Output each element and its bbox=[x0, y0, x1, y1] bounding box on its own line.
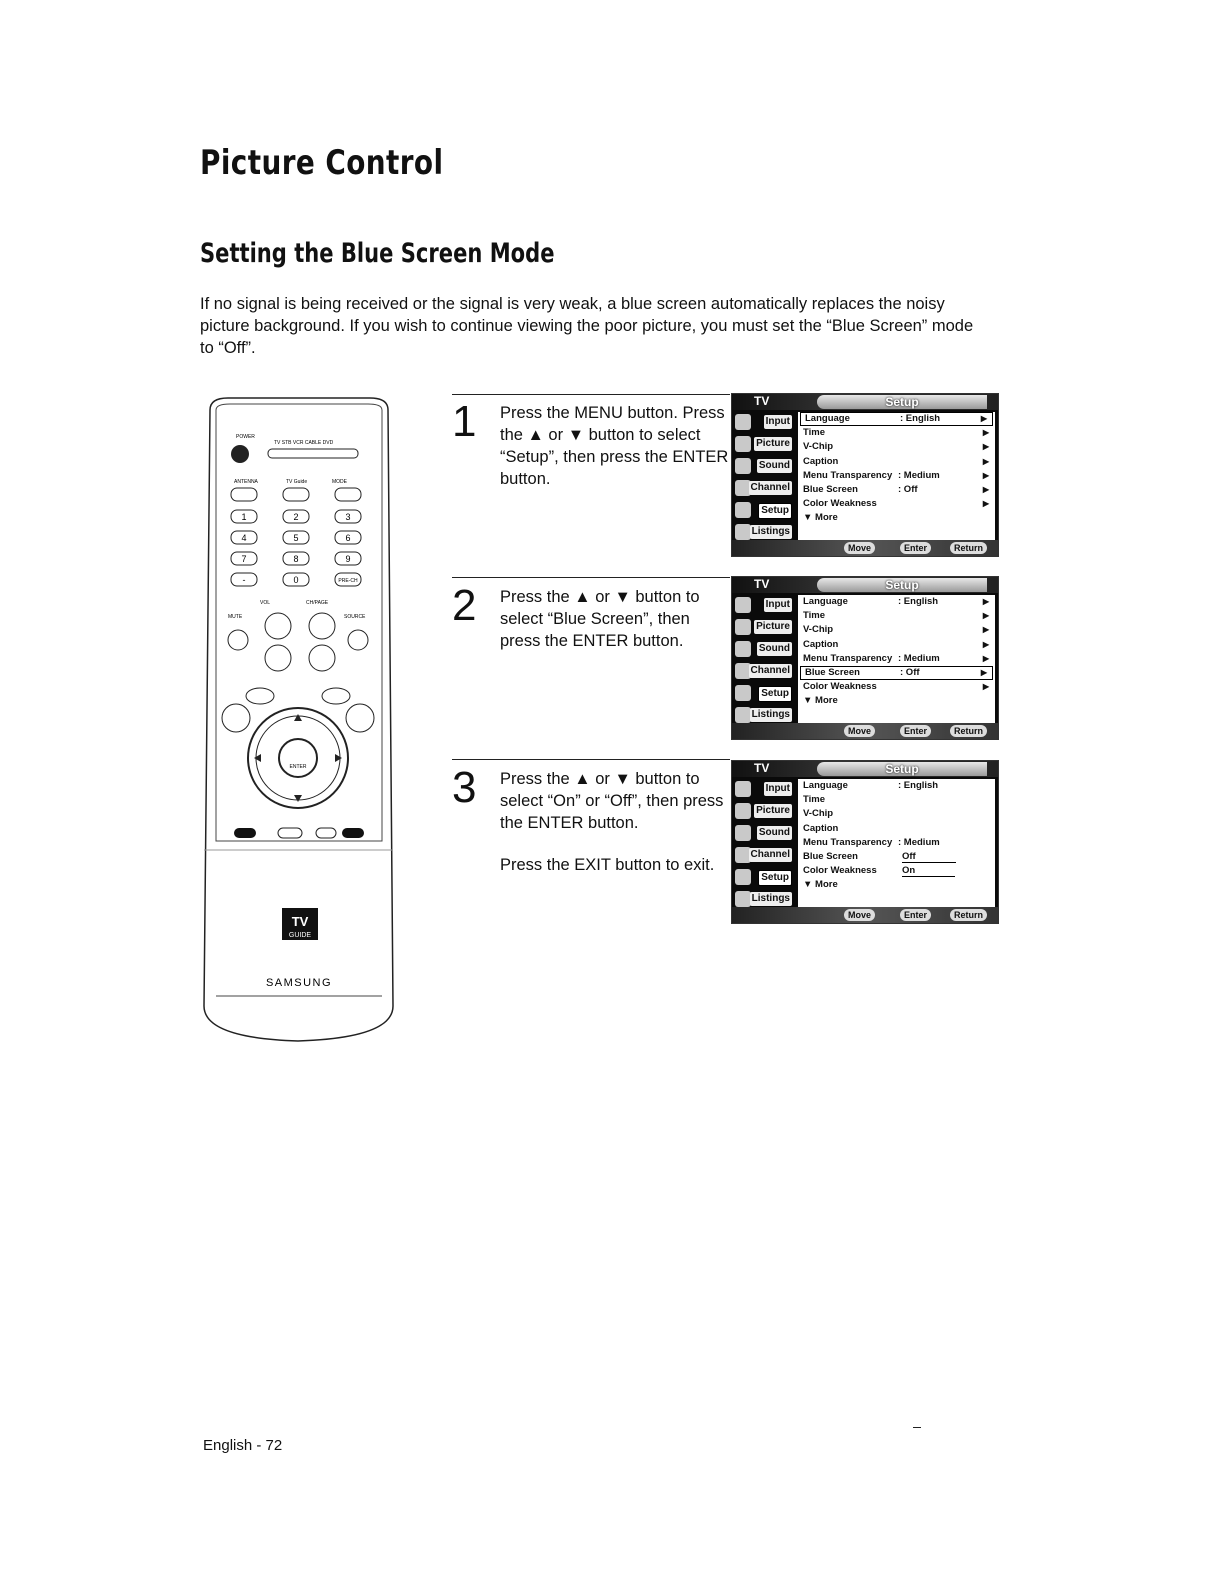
screen-bottombar bbox=[732, 723, 998, 739]
step-2-rule bbox=[452, 577, 730, 578]
side-item-picture[interactable]: Picture bbox=[732, 617, 794, 638]
menu-row-more[interactable]: ▼ More bbox=[803, 879, 838, 891]
side-item-picture[interactable]: Picture bbox=[732, 801, 794, 822]
step-paragraph: Press the EXIT button to exit. bbox=[500, 856, 715, 874]
side-item-listings[interactable]: Listings bbox=[732, 522, 794, 543]
move-hint: Move bbox=[844, 725, 875, 737]
side-menu bbox=[732, 595, 794, 725]
side-item-setup[interactable]: Setup bbox=[732, 867, 794, 888]
picture-icon bbox=[735, 803, 751, 819]
menu-row-language[interactable]: Language : English ▶ bbox=[803, 596, 989, 607]
sound-icon bbox=[735, 825, 751, 841]
enter-label: ENTER bbox=[289, 764, 307, 770]
arrow-right-icon: ▶ bbox=[980, 414, 987, 423]
menu-row-blue-screen[interactable]: Blue Screen Off bbox=[798, 850, 995, 864]
input-icon bbox=[735, 597, 751, 613]
menu-row-caption[interactable]: Caption ▶ bbox=[803, 638, 989, 650]
step-instructions bbox=[500, 586, 730, 652]
arrow-right-icon: ▶ bbox=[982, 625, 989, 635]
step-paragraph: Press the ▲ or ▼ button to select “On” or “Off”, then press the ENTER button. bbox=[500, 770, 724, 832]
tv-guide-logo-bottom: GUIDE bbox=[288, 932, 312, 939]
tv-menu-screen-2 bbox=[731, 576, 999, 740]
step-number: 1 bbox=[452, 397, 477, 446]
step-instructions bbox=[500, 402, 730, 490]
arrow-right-icon: ▶ bbox=[982, 611, 989, 621]
side-item-sound[interactable]: Sound bbox=[732, 823, 794, 844]
digit-6-label: 6 bbox=[345, 533, 351, 543]
dash-label: - bbox=[242, 575, 246, 585]
arrow-right-icon: ▶ bbox=[980, 667, 987, 677]
step-3 bbox=[452, 762, 732, 902]
side-item-sound[interactable]: Sound bbox=[732, 456, 794, 477]
page-mark bbox=[913, 1427, 921, 1428]
tv-menu-screen-1 bbox=[731, 393, 999, 557]
digit-0-label: 0 bbox=[293, 575, 299, 585]
antenna-label: ANTENNA bbox=[234, 479, 258, 485]
menu-row-caption[interactable]: Caption bbox=[803, 822, 839, 834]
arrow-right-icon: ▶ bbox=[982, 639, 989, 649]
side-item-channel[interactable]: Channel bbox=[732, 661, 794, 682]
menu-row-caption[interactable]: Caption ▶ bbox=[803, 455, 989, 467]
arrow-right-icon: ▶ bbox=[982, 682, 989, 692]
menu-row-color-weakness[interactable]: Color Weakness ▶ bbox=[803, 498, 989, 510]
digit-4-label: 4 bbox=[241, 533, 247, 543]
samsung-logo: SAMSUNG bbox=[265, 977, 333, 989]
screen-bottombar bbox=[732, 907, 998, 923]
menu-row-language[interactable]: Language : English ▶ bbox=[800, 412, 993, 426]
menu-row-blue-screen[interactable]: Blue Screen : Off ▶ bbox=[803, 483, 989, 495]
power-button[interactable] bbox=[231, 445, 249, 463]
fav-ch-button[interactable] bbox=[234, 828, 256, 838]
side-item-picture[interactable]: Picture bbox=[732, 434, 794, 455]
menu-row-time[interactable]: Time bbox=[803, 794, 826, 806]
side-item-channel[interactable]: Channel bbox=[732, 845, 794, 866]
setup-icon bbox=[735, 685, 751, 701]
tv-mode-label: TV bbox=[754, 761, 770, 775]
setup-icon bbox=[735, 502, 751, 518]
step-2 bbox=[452, 580, 732, 690]
side-item-setup[interactable]: Setup bbox=[732, 500, 794, 521]
step-instructions bbox=[500, 768, 730, 876]
arrow-right-icon: ▶ bbox=[982, 442, 989, 452]
tvguide-label: TV Guide bbox=[286, 479, 308, 485]
digit-7-label: 7 bbox=[241, 554, 247, 564]
screen-bottombar bbox=[732, 540, 998, 556]
side-item-listings[interactable]: Listings bbox=[732, 705, 794, 726]
menu-row-time[interactable]: Time ▶ bbox=[803, 427, 989, 439]
listings-icon bbox=[735, 891, 751, 907]
extra-button[interactable] bbox=[342, 828, 364, 838]
digit-5-label: 5 bbox=[293, 533, 299, 543]
step-3-rule bbox=[452, 759, 730, 760]
digit-9-label: 9 bbox=[345, 554, 351, 564]
menu-row-menu-transparency[interactable]: Menu Transparency : Medium ▶ bbox=[803, 469, 989, 481]
menu-row-language[interactable]: Language : English bbox=[803, 780, 939, 791]
digit-2-label: 2 bbox=[293, 512, 299, 522]
step-number: 3 bbox=[452, 763, 477, 812]
option-off[interactable]: Off bbox=[902, 851, 956, 863]
arrow-right-icon: ▶ bbox=[982, 499, 989, 509]
menu-row-vchip[interactable]: V-Chip bbox=[803, 808, 834, 820]
side-menu bbox=[732, 779, 794, 909]
step-1-rule bbox=[452, 394, 730, 395]
page-footer: English - 72 bbox=[203, 1437, 283, 1454]
setup-icon bbox=[735, 869, 751, 885]
side-item-input[interactable]: Input bbox=[732, 595, 794, 616]
arrow-right-icon: ▶ bbox=[982, 653, 989, 663]
input-icon bbox=[735, 781, 751, 797]
side-item-channel[interactable]: Channel bbox=[732, 478, 794, 499]
enter-hint: Enter bbox=[900, 909, 931, 921]
step-paragraph: Press the MENU button. Press the ▲ or ▼ button to select “Setup”, then press the ENTER button. bbox=[500, 404, 729, 488]
remote-control-illustration bbox=[198, 396, 400, 1044]
side-item-sound[interactable]: Sound bbox=[732, 639, 794, 660]
move-hint: Move bbox=[844, 542, 875, 554]
tv-mode-label: TV bbox=[754, 577, 770, 591]
enter-hint: Enter bbox=[900, 725, 931, 737]
menu-row-menu-transparency[interactable]: Menu Transparency : Medium ▶ bbox=[803, 652, 989, 664]
menu-row-blue-screen[interactable]: Blue Screen : Off ▶ bbox=[800, 666, 993, 680]
menu-row-vchip[interactable]: V-Chip ▶ bbox=[803, 624, 989, 636]
mode-selector-label: TV STB VCR CABLE DVD bbox=[274, 440, 334, 446]
source-label: SOURCE bbox=[344, 614, 366, 620]
arrow-right-icon: ▶ bbox=[982, 428, 989, 438]
sound-icon bbox=[735, 641, 751, 657]
tv-mode-label: TV bbox=[754, 394, 770, 408]
side-item-listings[interactable]: Listings bbox=[732, 889, 794, 910]
input-icon bbox=[735, 414, 751, 430]
side-item-setup[interactable]: Setup bbox=[732, 683, 794, 704]
menu-row-menu-transparency[interactable]: Menu Transparency : Medium bbox=[803, 836, 940, 848]
arrow-right-icon: ▶ bbox=[982, 484, 989, 494]
tv-guide-logo-top: TV bbox=[291, 914, 309, 929]
intro-paragraph: If no signal is being received or the signal is very weak, a blue screen automatically replaces the noisy picture background. If you wish to continue viewing the poor picture, you must set the “Blue Screen” mode to “Off”. bbox=[200, 295, 974, 357]
option-on[interactable]: On bbox=[902, 865, 955, 877]
tv-menu-screen-3 bbox=[731, 760, 999, 924]
side-menu bbox=[732, 412, 794, 542]
page-title: Picture Control bbox=[200, 143, 444, 183]
listings-icon bbox=[735, 707, 751, 723]
picture-icon bbox=[735, 436, 751, 452]
digit-3-label: 3 bbox=[345, 512, 351, 522]
side-item-input[interactable]: Input bbox=[732, 412, 794, 433]
setup-panel bbox=[798, 595, 995, 725]
menu-row-more[interactable]: ▼ More bbox=[803, 512, 838, 524]
menu-title: Setup bbox=[817, 395, 987, 409]
arrow-right-icon: ▶ bbox=[982, 456, 989, 466]
return-hint: Return bbox=[950, 909, 987, 921]
arrow-right-icon: ▶ bbox=[982, 597, 989, 606]
step-paragraph: Press the ▲ or ▼ button to select “Blue Screen”, then press the ENTER button. bbox=[500, 588, 700, 650]
step-1 bbox=[452, 396, 732, 506]
step-number: 2 bbox=[452, 581, 477, 630]
menu-row-more[interactable]: ▼ More bbox=[803, 695, 838, 707]
vol-label: VOL bbox=[260, 600, 271, 606]
digit-8-label: 8 bbox=[293, 554, 299, 564]
move-hint: Move bbox=[844, 909, 875, 921]
remote-control-drawing bbox=[198, 396, 400, 1044]
picture-icon bbox=[735, 619, 751, 635]
return-hint: Return bbox=[950, 542, 987, 554]
menu-title: Setup bbox=[817, 578, 987, 592]
mode-label: MODE bbox=[332, 479, 347, 485]
enter-button[interactable] bbox=[279, 739, 317, 777]
prech-label: PRE-CH bbox=[338, 578, 358, 584]
menu-row-vchip[interactable]: V-Chip ▶ bbox=[803, 441, 989, 453]
ch-label: CH/PAGE bbox=[306, 600, 329, 606]
mute-label: MUTE bbox=[228, 614, 243, 620]
menu-row-color-weakness[interactable]: Color Weakness ▶ bbox=[803, 681, 989, 693]
power-label: POWER bbox=[236, 434, 255, 440]
digit-1-label: 1 bbox=[241, 512, 247, 522]
enter-hint: Enter bbox=[900, 542, 931, 554]
menu-row-time[interactable]: Time ▶ bbox=[803, 610, 989, 622]
menu-row-color-weakness[interactable]: Color Weakness On bbox=[798, 864, 995, 878]
section-title: Setting the Blue Screen Mode bbox=[200, 238, 555, 269]
arrow-right-icon: ▶ bbox=[982, 470, 989, 480]
listings-icon bbox=[735, 524, 751, 540]
menu-title: Setup bbox=[817, 762, 987, 776]
setup-panel bbox=[798, 779, 995, 909]
return-hint: Return bbox=[950, 725, 987, 737]
sound-icon bbox=[735, 458, 751, 474]
setup-panel bbox=[798, 412, 995, 542]
side-item-input[interactable]: Input bbox=[732, 779, 794, 800]
